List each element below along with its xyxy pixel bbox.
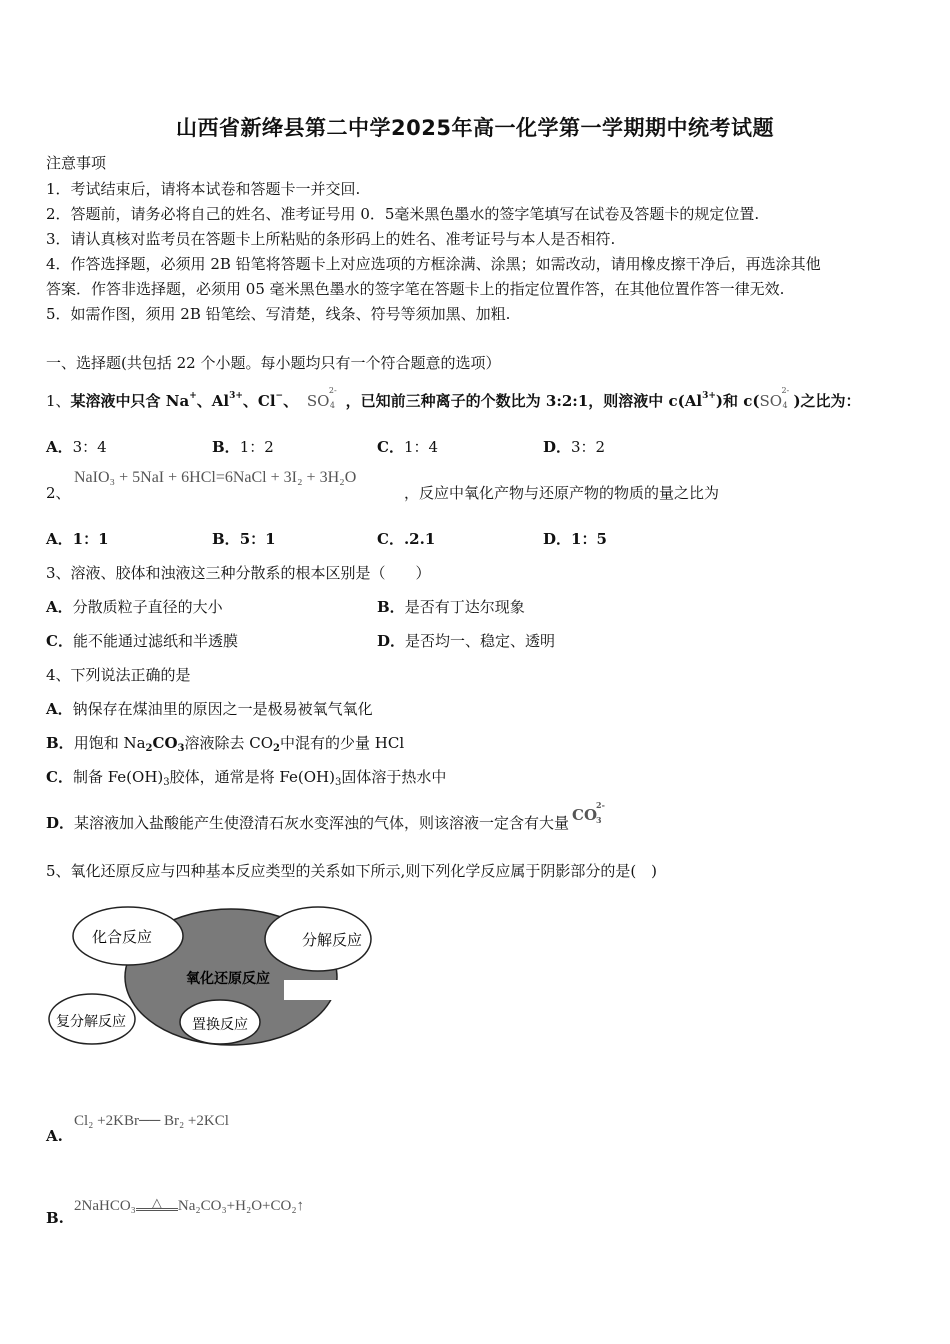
notice-item: 答案．作答非选择题，必须用 05 毫米黑色墨水的签字笔在答题卡上的指定位置作答，在其他位置作答一律无效.: [46, 280, 785, 298]
page-title: 山西省新绛县第二中学2025年高一化学第一学期期中统考试题: [176, 116, 774, 140]
notice-item: 4．作答选择题，必须用 2B 铅笔将答题卡上对应选项的方框涂满、涂黑；如需改动，请用橡皮擦干净后，再选涂其他: [46, 255, 821, 273]
q5-option-a-letter[interactable]: A.: [46, 1127, 63, 1145]
reaction-venn-diagram: [46, 905, 376, 1055]
displacement-label: 置换反应: [192, 1017, 248, 1033]
question-3: 3、溶液、胶体和浊液这三种分散系的根本区别是（ ）: [46, 564, 431, 582]
q1-option-a[interactable]: A．3：4: [46, 438, 107, 456]
q3-option-c[interactable]: C．能不能通过滤纸和半透膜: [46, 632, 238, 650]
q2-option-d[interactable]: D．1：5: [543, 530, 607, 548]
notice-item: 3．请认真核对监考员在答题卡上所粘贴的条形码上的姓名、准考证号与本人是否相符.: [46, 230, 616, 248]
q3-option-d[interactable]: D．是否均一、稳定、透明: [377, 632, 556, 650]
q2-option-a[interactable]: A．1：1: [46, 530, 109, 548]
redox-label: 氧化还原反应: [186, 971, 270, 987]
section-heading: 一、选择题(共包括 22 个小题。每小题均只有一个符合题意的选项）: [46, 354, 501, 372]
q4-option-b[interactable]: B．用饱和 $Na_2CO_3$溶液除去 $CO_2$中混有的少量 HCl: [46, 734, 405, 754]
notice-heading: 注意事项: [46, 154, 107, 172]
combination-label: 化合反应: [91, 928, 153, 946]
sulfate-ion: SO 2- 4: [306, 386, 337, 410]
q4-option-a[interactable]: A．钠保存在煤油里的原因之一是极易被氧气氧化: [46, 700, 373, 718]
q3-option-a[interactable]: A．分散质粒子直径的大小: [46, 598, 223, 616]
sulfate-ion: SO 2- 4: [759, 386, 790, 410]
q5-option-a[interactable]: Cl₂ +2KBr── Br₂ +2KCl: [74, 1113, 229, 1129]
q2-option-c[interactable]: C．.2.1: [377, 530, 436, 548]
question-5: 5、氧化还原反应与四种基本反应类型的关系如下所示,则下列化学反应属于阴影部分的是( ): [46, 862, 658, 880]
q1-option-b[interactable]: B．1：2: [212, 438, 274, 456]
q2-equation: NaIO₃ + 5NaI + 6HCl=6NaCl + 3I₂ + 3H₂O: [74, 469, 357, 486]
double-displacement-label: 复分解反应: [56, 1014, 126, 1030]
diagram-blank-patch: [284, 980, 339, 1000]
q2-option-b[interactable]: B．5：1: [212, 530, 276, 548]
q4-option-d[interactable]: D．某溶液加入盐酸能产生使澄清石灰水变浑浊的气体，则该溶液一定含有大量 CO 2- 3: [46, 812, 608, 833]
question-1: 1、某溶液中只含 Na+、$Al^{3+}$、Cl−、 SO 2- 4 ，已知前三种离子的个数比为 3:2:1，则溶液中 $c(Al^{3+})$和 c(SO 2- 4 )之比为：: [46, 386, 861, 410]
notice-item: 1．考试结束后，请将本试卷和答题卡一并交回.: [46, 180, 361, 198]
q2-text: ，反应中氧化产物与还原产物的物质的量之比为: [404, 484, 720, 502]
decomposition-label: 分解反应: [301, 931, 363, 949]
notice-item: 2．答题前，请务必将自己的姓名、准考证号用 0．5毫米黑色墨水的签字笔填写在试卷及答题卡的规定位置.: [46, 205, 760, 223]
q1-option-d[interactable]: D．3：2: [543, 438, 606, 456]
q5-option-b-letter[interactable]: B.: [46, 1209, 64, 1227]
notice-item: 5．如需作图，须用 2B 铅笔绘、写清楚，线条、符号等须加黑、加粗.: [46, 305, 511, 323]
q1-option-c[interactable]: C．1：4: [377, 438, 439, 456]
question-2: 2、: [46, 484, 71, 502]
question-4: 4、下列说法正确的是: [46, 666, 191, 684]
q4-option-c[interactable]: C．制备 $Fe(OH)_3$胶体，通常是将 $Fe(OH)_3$固体溶于热水中: [46, 768, 447, 788]
q3-option-b[interactable]: B．是否有丁达尔现象: [377, 598, 525, 616]
carbonate-ion: CO 2- 3: [572, 800, 605, 825]
q5-option-b[interactable]: 2NaHCO₃ △ Na₂CO₃+H₂O+CO₂↑: [74, 1195, 305, 1214]
